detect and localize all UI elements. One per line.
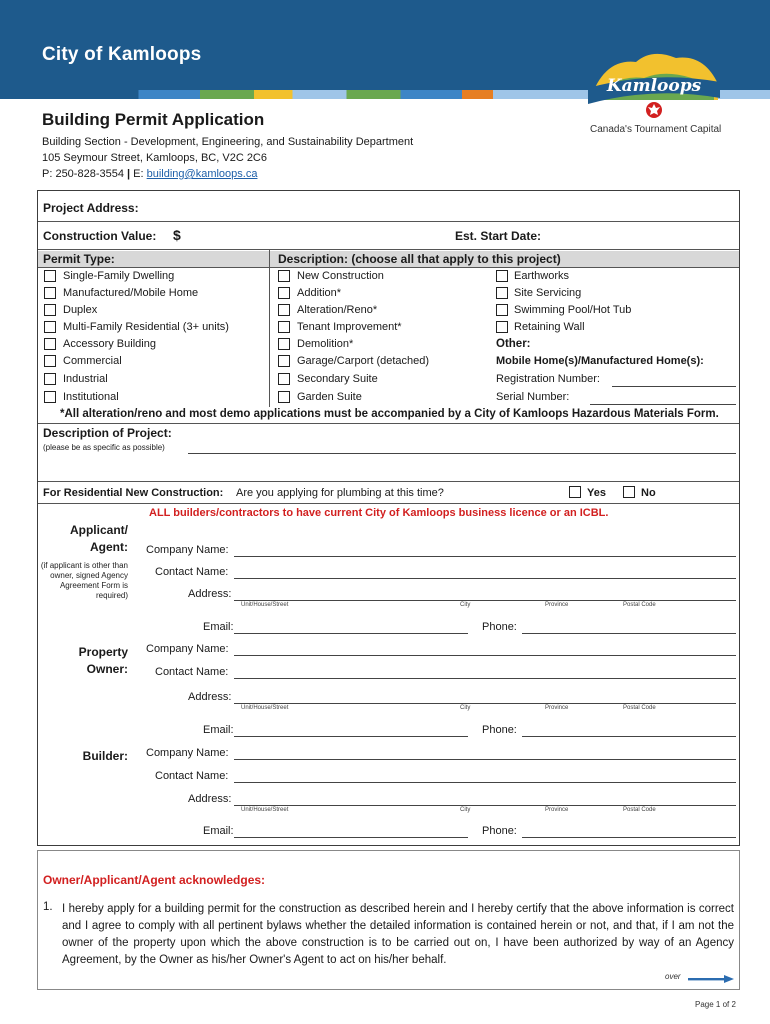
divider — [269, 267, 270, 407]
builder-contact-input[interactable] — [234, 782, 736, 783]
description-checkbox[interactable] — [278, 338, 290, 350]
description-checkbox[interactable] — [496, 270, 508, 282]
company-name-label: Company Name: — [146, 747, 229, 759]
description-label: Garden Suite — [297, 391, 362, 403]
permit-type-checkbox[interactable] — [44, 321, 56, 333]
divider — [269, 249, 270, 267]
acknowledgement-box — [37, 850, 740, 990]
permit-type-label: Industrial — [63, 373, 108, 385]
description-label: Addition* — [297, 287, 342, 299]
sub-unit: Unit/House/Street — [241, 807, 289, 813]
permit-type-checkbox[interactable] — [44, 338, 56, 350]
builder-address-input[interactable] — [234, 805, 736, 806]
construction-value-label: Construction Value: — [43, 229, 157, 243]
description-checkbox[interactable] — [278, 355, 290, 367]
description-checkbox[interactable] — [278, 391, 290, 403]
kamloops-logo — [584, 48, 724, 120]
permit-form — [37, 190, 740, 846]
address-label: Address: — [188, 691, 232, 703]
permit-type-label: Commercial — [63, 355, 122, 367]
page-number: Page 1 of 2 — [695, 1000, 736, 1009]
description-checkbox[interactable] — [278, 321, 290, 333]
divider — [38, 267, 739, 268]
description-label: Site Servicing — [514, 287, 582, 299]
description-checkbox[interactable] — [496, 321, 508, 333]
permit-type-checkbox[interactable] — [44, 373, 56, 385]
divider — [38, 249, 739, 250]
sub-postal: Postal Code — [623, 602, 656, 608]
builder-label: Builder: — [82, 749, 128, 763]
registration-input[interactable] — [612, 386, 736, 387]
company-name-label: Company Name: — [146, 544, 229, 556]
applicant-label — [58, 523, 128, 554]
address-label: Address: — [188, 588, 232, 600]
dept-line2: 105 Seymour Street, Kamloops, BC, V2C 2C6 — [42, 152, 267, 164]
permit-type-checkbox[interactable] — [44, 355, 56, 367]
currency-symbol: $ — [173, 227, 181, 243]
description-checkbox[interactable] — [496, 304, 508, 316]
divider — [38, 503, 739, 504]
arrow-right-icon — [688, 975, 734, 983]
email-label: Email: — [203, 724, 234, 736]
logo-text: Kamloops — [606, 76, 702, 96]
divider — [38, 423, 739, 424]
permit-type-header: Permit Type: — [43, 252, 115, 266]
owner-label-1: Property — [78, 645, 128, 659]
permit-type-checkbox[interactable] — [44, 287, 56, 299]
dept-email-link[interactable]: building@kamloops.ca — [146, 168, 258, 180]
sub-city: City — [460, 602, 471, 608]
sub-province: Province — [545, 807, 569, 813]
address-label: Address: — [188, 793, 232, 805]
ack-title: Owner/Applicant/Agent acknowledges: — [43, 873, 266, 887]
builder-phone-input[interactable] — [522, 837, 736, 838]
contact-name-label: Contact Name: — [155, 666, 229, 678]
description-label: Garage/Carport (detached) — [297, 355, 430, 367]
permit-type-checkbox[interactable] — [44, 391, 56, 403]
sub-postal: Postal Code — [623, 705, 656, 711]
permit-type-label: Single-Family Dwelling — [63, 270, 175, 282]
department-info — [42, 134, 413, 182]
page-title: Building Permit Application — [42, 110, 265, 129]
permit-type-label: Multi-Family Residential (3+ units) — [63, 321, 229, 333]
email-label: Email: — [203, 825, 234, 837]
description-label: Swimming Pool/Hot Tub — [514, 304, 632, 316]
contact-name-label: Contact Name: — [155, 770, 229, 782]
dept-line1: Building Section - Development, Engineering, and Sustainability Department — [42, 136, 414, 148]
permit-type-label: Institutional — [63, 391, 119, 403]
description-label: New Construction — [297, 270, 384, 282]
phone-label: Phone: — [482, 621, 517, 633]
description-label: Earthworks — [514, 270, 570, 282]
mobile-home-label: Mobile Home(s)/Manufactured Home(s): — [496, 355, 704, 367]
registration-label: Registration Number: — [496, 373, 600, 385]
owner-company-input[interactable] — [234, 655, 736, 656]
start-date-label: Est. Start Date: — [455, 229, 542, 243]
email-label: E: — [133, 168, 144, 180]
no-label: No — [641, 487, 656, 499]
sub-province: Province — [545, 602, 569, 608]
ack-text: I hereby apply for a building permit for the construction as described herein and I hereby certify that the above information is correct and I agree to comply with all pertinent bylaws whether the detailed information is contained herein or not, and that, if I am not the owner of the property upon which the above construction is to be carried out on, I have been authorized by way of an Agency Agreement, by the Owner as his/her Owner's Agent to act on his/her behalf. — [62, 903, 734, 966]
applicant-contact-input[interactable] — [234, 578, 736, 579]
owner-email-input[interactable] — [234, 736, 468, 737]
serial-label: Serial Number: — [496, 391, 570, 403]
ack-number: 1. — [43, 901, 53, 913]
project-description-label: Description of Project: — [43, 426, 172, 440]
sub-province: Province — [545, 705, 569, 711]
owner-contact-input[interactable] — [234, 678, 736, 679]
description-label: Retaining Wall — [514, 321, 585, 333]
sub-city: City — [460, 705, 471, 711]
project-description-hint: (please be as specific as possible) — [43, 443, 165, 452]
description-label: Secondary Suite — [297, 373, 378, 385]
email-label: Email: — [203, 621, 234, 633]
phone-label: Phone: — [482, 724, 517, 736]
sub-city: City — [460, 807, 471, 813]
description-checkbox[interactable] — [278, 270, 290, 282]
description-checkbox[interactable] — [278, 287, 290, 299]
description-checkbox[interactable] — [496, 287, 508, 299]
applicant-address-input[interactable] — [234, 600, 736, 601]
description-checkbox[interactable] — [278, 304, 290, 316]
owner-label-2: Owner: — [86, 662, 128, 676]
dept-phone: P: 250-828-3554 — [42, 168, 124, 180]
applicant-label-1: Applicant/ — [69, 523, 128, 537]
description-label: Alteration/Reno* — [297, 304, 378, 316]
hazmat-note: *All alteration/reno and most demo applications must be accompanied by a City of Kamloops Hazardous Materials Form. — [60, 408, 719, 420]
phone-label: Phone: — [482, 825, 517, 837]
yes-checkbox[interactable] — [569, 486, 581, 498]
city-title: City of Kamloops — [42, 44, 202, 65]
description-header: Description: (choose all that apply to this project) — [278, 252, 561, 266]
project-address-label: Project Address: — [43, 201, 139, 215]
other-label: Other: — [496, 338, 531, 350]
dept-contact — [42, 166, 413, 182]
residential-question-bold: For Residential New Construction: — [43, 487, 224, 499]
permit-type-label: Manufactured/Mobile Home — [63, 287, 199, 299]
applicant-label-2: Agent: — [90, 540, 128, 554]
permit-type-checkbox[interactable] — [44, 304, 56, 316]
permit-type-label: Accessory Building — [63, 338, 156, 350]
permit-type-checkbox[interactable] — [44, 270, 56, 282]
sub-unit: Unit/House/Street — [241, 602, 289, 608]
applicant-note: (if applicant is other than owner, signed Agency Agreement Form is required) — [40, 561, 128, 600]
applicant-email-input[interactable] — [234, 633, 468, 634]
owner-phone-input[interactable] — [522, 736, 736, 737]
yes-label: Yes — [587, 487, 606, 499]
tagline: Canada's Tournament Capital — [590, 124, 722, 135]
divider — [38, 481, 739, 482]
project-description-input[interactable] — [188, 453, 736, 454]
contact-name-label: Contact Name: — [155, 566, 229, 578]
description-label: Demolition* — [297, 338, 354, 350]
no-checkbox[interactable] — [623, 486, 635, 498]
description-label: Tenant Improvement* — [297, 321, 402, 333]
licence-note: ALL builders/contractors to have current City of Kamloops business licence or an ICBL. — [149, 507, 609, 519]
residential-question: Are you applying for plumbing at this time? — [236, 487, 444, 499]
builder-email-input[interactable] — [234, 837, 468, 838]
over-label: over — [665, 972, 681, 981]
company-name-label: Company Name: — [146, 643, 229, 655]
applicant-phone-input[interactable] — [522, 633, 736, 634]
owner-label — [58, 645, 128, 676]
separator: | — [127, 168, 131, 180]
divider — [38, 221, 739, 222]
sub-postal: Postal Code — [623, 807, 656, 813]
description-checkbox[interactable] — [278, 373, 290, 385]
builder-company-input[interactable] — [234, 759, 736, 760]
sub-unit: Unit/House/Street — [241, 705, 289, 711]
serial-input[interactable] — [590, 404, 736, 405]
owner-address-input[interactable] — [234, 703, 736, 704]
applicant-company-input[interactable] — [234, 556, 736, 557]
permit-type-label: Duplex — [63, 304, 98, 316]
